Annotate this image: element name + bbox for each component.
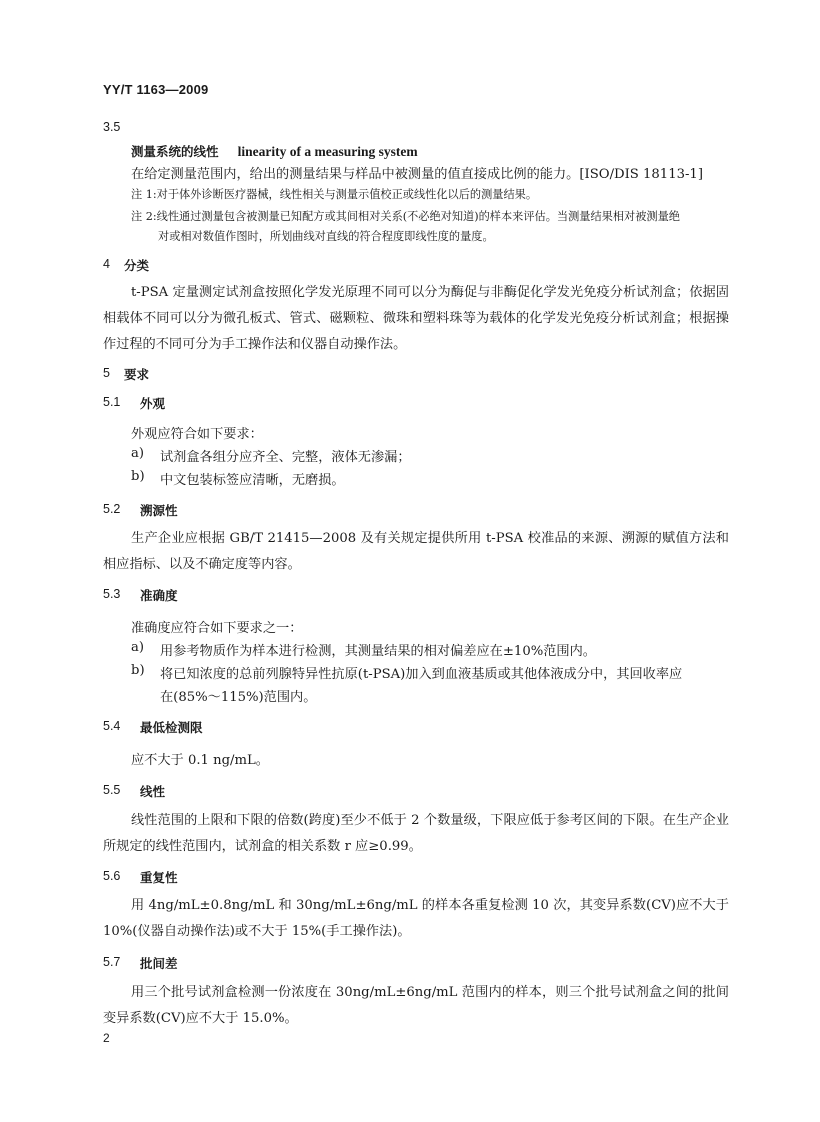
list-item: 中文包装标签应清晰，无磨损。 [160,473,345,488]
note-1: 注 1:对于体外诊断医疗器械，线性相关与测量示值校正或线性化以后的测量结果。 [131,188,538,201]
section-number: 5.6 [103,869,121,883]
section-title: 要求 [124,367,150,382]
section-title: 重复性 [140,870,178,885]
list-item: 用参考物质作为样本进行检测，其测量结果的相对偏差应在±10%范围内。 [160,644,596,659]
section-number: 5.2 [103,502,121,516]
section-number: 4 [103,257,110,271]
traceability-paragraph: 生产企业应根据 GB/T 21415—2008 及有关规定提供所用 t-PSA 校准品的来源、溯源的赋值方法和相应指标、以及不确定度等内容。 [103,531,729,572]
section-number: 5.3 [103,587,121,601]
section-title: 分类 [124,258,150,273]
list-marker: b) [131,663,145,678]
section-number: 5.7 [103,955,121,969]
linearity-paragraph: 线性范围的上限和下限的倍数(跨度)至少不低于 2 个数量级，下限应低于参考区间的下限。在生产企业所规定的线性范围内，试剂盒的相关系数 r 应≥0.99。 [103,813,729,854]
classification-paragraph: t-PSA 定量测定试剂盒按照化学发光原理不同可以分为酶促与非酶促化学发光免疫分析试剂盒；依据固相载体不同可以分为微孔板式、管式、磁颗粒、微珠和塑料珠等为载体的化学发光免疫分析试剂盒；根据操作过程的不同可分为手工操作法和仪器自动操作法。 [103,285,729,352]
standard-code: YY/T 1163—2009 [103,82,209,97]
term-chinese: 测量系统的线性 [131,144,219,159]
term-heading [131,141,418,160]
list-marker: a) [131,446,145,461]
section-title: 批间差 [140,956,178,971]
note-2-line-1: 注 2:线性通过测量包含被测量已知配方或其间相对关系(不必绝对知道)的样本来评估。当测量结果相对被测量绝 [131,210,680,223]
list-item-continuation: 在(85%～115%)范围内。 [160,690,317,705]
detection-limit-text: 应不大于 0.1 ng/mL。 [131,753,269,768]
list-item: 试剂盒各组分应齐全、完整，液体无渗漏； [160,450,411,465]
term-definition: 在给定测量范围内，给出的测量结果与样品中被测量的值直接成比例的能力。[ISO/DIS 18113-1] [131,167,703,182]
repeatability-paragraph: 用 4ng/mL±0.8ng/mL 和 30ng/mL±6ng/mL 的样本各重复检测 10 次，其变异系数(CV)应不大于 10%(仪器自动操作法)或不大于 15%(手工操作法)。 [103,898,729,939]
page-number: 2 [103,1031,110,1045]
section-number: 5.4 [103,719,121,733]
term-english: linearity of a measuring system [237,144,418,159]
appearance-intro: 外观应符合如下要求： [131,427,263,442]
list-marker: b) [131,469,145,484]
section-number: 3.5 [103,120,121,134]
list-marker: a) [131,640,145,655]
accuracy-intro: 准确度应符合如下要求之一： [131,621,303,636]
note-2-line-2: 对或相对数值作图时，所划曲线对直线的符合程度即线性度的量度。 [158,230,494,243]
section-number: 5 [103,366,110,380]
lot-variation-paragraph: 用三个批号试剂盒检测一份浓度在 30ng/mL±6ng/mL 范围内的样本，则三个批号试剂盒之间的批间变异系数(CV)应不大于 15.0%。 [103,985,729,1026]
section-title: 外观 [140,396,166,411]
section-title: 准确度 [140,588,178,603]
section-number: 5.5 [103,783,121,797]
section-number: 5.1 [103,395,121,409]
section-title: 最低检测限 [140,720,203,735]
list-item: 将已知浓度的总前列腺特异性抗原(t-PSA)加入到血液基质或其他体液成分中，其回收率应 [160,667,683,682]
section-title: 溯源性 [140,503,178,518]
section-title: 线性 [140,784,166,799]
